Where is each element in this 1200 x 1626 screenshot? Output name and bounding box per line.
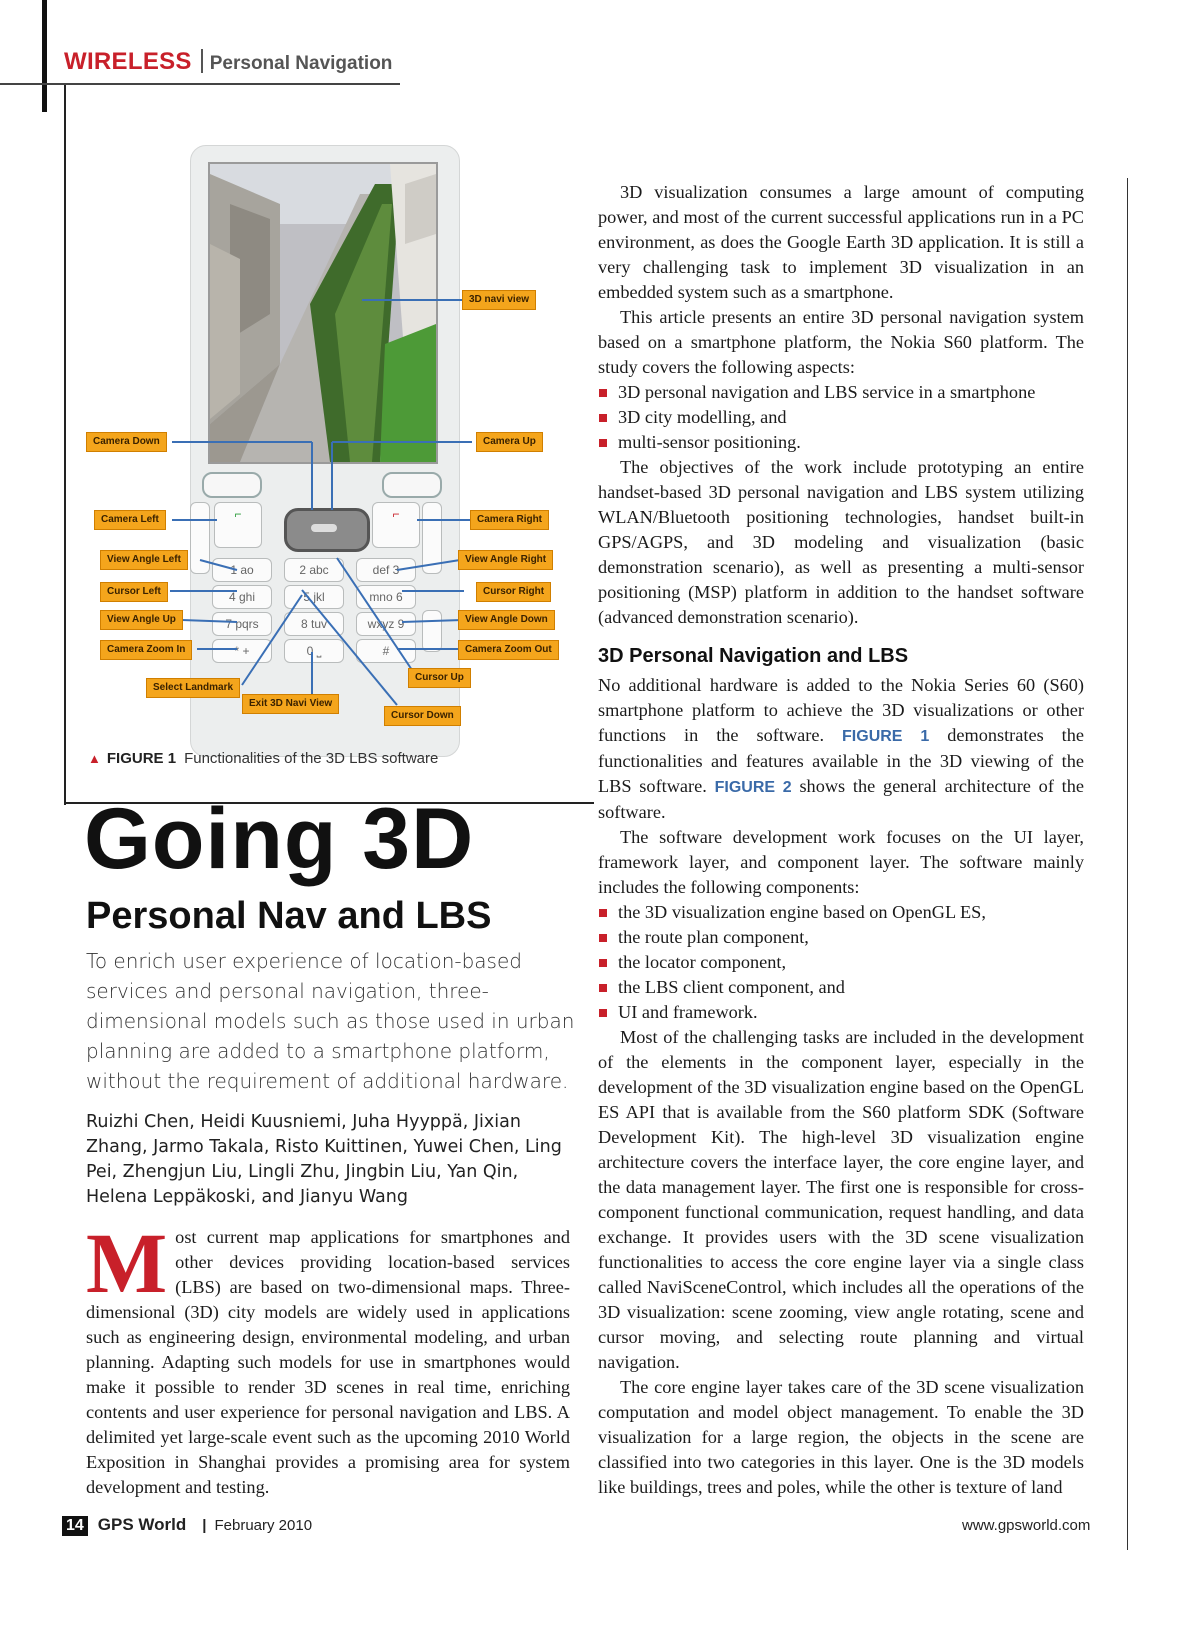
callout-select-landmark: Select Landmark bbox=[146, 678, 240, 698]
callout-view-angle-down: View Angle Down bbox=[458, 610, 555, 630]
key-2[interactable]: 2 abc bbox=[284, 558, 344, 582]
paragraph-3: The objectives of the work include prototyping an entire handset-based 3D personal navigation and LBS system utilizing WLAN/Bluetooth positioning technologies, handset built-in GPS/AGPS, and 3D modeling and visualization (basic demonstration scenario), as well as presenting a multi-sensor positioning (MSP) platform in addition to the handset software (advanced demonstration scenario). bbox=[598, 457, 1084, 627]
paragraph-6: Most of the challenging tasks are included in the development of the elements in the component layer, especially in the development of the 3D visualization engine based on the OpenGL ES API that is available from the S60 platform SDK (Software Development Kit). The high-level 3D visualization engine architecture covers the interface layer, the core engine layer, and the data management layer. The first one is responsible for cross-component functional communication, request handling, and data exchange. It provides users with the 3D scene visualization functionalities to access the core engine layer via a single class called NaviSceneControl, which includes all the operations of the 3D visualization: scene zooming, view angle rotating, scene and cursor moving, and selecting route planning and virtual navigation. bbox=[598, 1027, 1084, 1372]
footer-separator: | bbox=[202, 1517, 207, 1534]
subsection-label: Personal Navigation bbox=[209, 53, 393, 74]
article-authors: Ruizhi Chen, Heidi Kuusniemi, Juha Hyyppä, Jixian Zhang, Jarmo Takala, Risto Kuittinen, Yuwei Chen, Ling Pei, Zhengjun Liu, Lingli Zhu, Jingbin Liu, Yan Qin, Helena Leppäkoski, and Jianyu Wang bbox=[86, 1112, 562, 1207]
callout-arrows bbox=[72, 140, 592, 770]
key-4[interactable]: 4 ghi bbox=[212, 585, 272, 609]
paragraph-2: This article presents an entire 3D personal navigation system based on a smartphone platform, the Nokia S60 platform. The study covers the following aspects: bbox=[598, 307, 1084, 377]
page-number: 14 bbox=[62, 1516, 88, 1536]
magazine-name: GPS World bbox=[97, 1515, 187, 1534]
header-divider bbox=[201, 49, 203, 73]
callout-exit-navi-view: Exit 3D Navi View bbox=[242, 694, 339, 714]
header-rule bbox=[0, 83, 400, 85]
right-column bbox=[598, 180, 1084, 1500]
right-column-rule bbox=[1127, 178, 1128, 1550]
drop-cap: M bbox=[86, 1215, 168, 1311]
callout-cursor-up: Cursor Up bbox=[408, 668, 471, 688]
page-footer bbox=[62, 1515, 312, 1536]
section-label: WIRELESS bbox=[64, 48, 192, 75]
callout-cursor-down: Cursor Down bbox=[384, 706, 461, 726]
triangle-up-icon: ▲ bbox=[88, 751, 101, 766]
section-heading: 3D Personal Navigation and LBS bbox=[598, 645, 909, 667]
callout-cursor-right: Cursor Right bbox=[476, 582, 551, 602]
callout-3d-navi-view: 3D navi view bbox=[462, 290, 536, 310]
callout-view-angle-up: View Angle Up bbox=[100, 610, 183, 630]
figure-caption-text: Functionalities of the 3D LBS software bbox=[184, 750, 439, 767]
callout-camera-up: Camera Up bbox=[476, 432, 543, 452]
article-deck: To enrich user experience of location-based services and personal navigation, three-dimensional models such as those used in urban planning are added to a smartphone platform, without the requirement of additional hardware. bbox=[86, 949, 575, 1093]
figure-2-reference: FIGURE 2 bbox=[714, 779, 792, 796]
callout-view-angle-right: View Angle Right bbox=[458, 550, 553, 570]
left-edge-bar bbox=[42, 0, 47, 112]
list-item: the route plan component, bbox=[598, 925, 1084, 950]
callout-cursor-left: Cursor Left bbox=[100, 582, 168, 602]
components-list bbox=[598, 900, 1084, 1025]
key-6[interactable]: mno 6 bbox=[356, 585, 416, 609]
website-url: www.gpsworld.com bbox=[962, 1517, 1091, 1534]
paragraph-5: The software development work focuses on the UI layer, framework layer, and component layer. The software mainly includes the following components: bbox=[598, 827, 1084, 897]
paragraph-4-part-a: No additional hardware is added to the Nokia Series 60 (S60) smartphone platform to achieve the 3D visualizations or other functions in the software. bbox=[598, 675, 1084, 745]
callout-camera-left: Camera Left bbox=[94, 510, 166, 530]
paragraph-4 bbox=[598, 673, 1084, 825]
key-9[interactable]: wxyz 9 bbox=[356, 612, 416, 636]
paragraph-4-part-c: shows the general architecture of the software. bbox=[598, 776, 1085, 822]
intro-text: ost current map applications for smartphones and other devices providing location-based services (LBS) are based on two-dimensional maps. Three-dimensional (3D) city models are widely used in applications such as engineering design, environmental modeling, and urban planning. Adapting such models for use in smartphones would make it possible to render 3D scenes in real time, enriching contents and user experience for personal navigation and LBS. A delimited yet large-scale event such as the upcoming 2010 World Exposition in Shanghai provides a promising area for system development and testing. bbox=[86, 1227, 570, 1497]
paragraph-4-part-b: demonstrates the functionalities and features available in the 3D viewing of the LBS software. bbox=[598, 725, 1084, 796]
list-item: the locator component, bbox=[598, 950, 1084, 975]
key-hash[interactable]: # bbox=[356, 639, 416, 663]
list-item: 3D city modelling, and bbox=[598, 405, 1084, 430]
figure-caption bbox=[88, 750, 438, 767]
callout-view-angle-left: View Angle Left bbox=[100, 550, 188, 570]
key-1[interactable]: 1 ao bbox=[212, 558, 272, 582]
figure-label: FIGURE 1 bbox=[106, 750, 177, 767]
figure-1 bbox=[72, 140, 592, 770]
key-5[interactable]: 5 jkl bbox=[284, 585, 344, 609]
callout-camera-zoom-out: Camera Zoom Out bbox=[458, 640, 559, 660]
list-item: UI and framework. bbox=[598, 1000, 1084, 1025]
figure-column-rule bbox=[64, 85, 66, 805]
article-title: Going 3D bbox=[84, 791, 475, 887]
intro-paragraph bbox=[86, 1215, 570, 1500]
list-item: multi-sensor positioning. bbox=[598, 430, 1084, 455]
figure-1-reference: FIGURE 1 bbox=[842, 728, 930, 745]
callout-camera-down: Camera Down bbox=[86, 432, 167, 452]
key-star[interactable]: * + bbox=[212, 639, 272, 663]
issue-date: February 2010 bbox=[214, 1517, 313, 1534]
callout-camera-right: Camera Right bbox=[470, 510, 549, 530]
paragraph-1: 3D visualization consumes a large amount of computing power, and most of the current successful applications run in a PC environment, as does the Google Earth 3D application. It is still a very challenging task to implement 3D visualization in an embedded system such as a smartphone. bbox=[598, 182, 1084, 302]
callout-camera-zoom-in: Camera Zoom In bbox=[100, 640, 192, 660]
key-8[interactable]: 8 tuv bbox=[284, 612, 344, 636]
list-item: the LBS client component, and bbox=[598, 975, 1084, 1000]
list-item: 3D personal navigation and LBS service in a smartphone bbox=[598, 380, 1084, 405]
paragraph-7: The core engine layer takes care of the 3D scene visualization computation and model object management. To enable the 3D visualization for a large region, the objects in the scene are classified into two categories in this layer. One is the 3D models like buildings, trees and poles, while the other is texture of land bbox=[598, 1377, 1084, 1497]
key-3[interactable]: def 3 bbox=[356, 558, 416, 582]
section-header bbox=[64, 48, 392, 76]
aspects-list bbox=[598, 380, 1084, 455]
article-subtitle: Personal Nav and LBS bbox=[86, 895, 492, 937]
key-0[interactable]: 0 ⎵ bbox=[284, 639, 344, 663]
list-item: the 3D visualization engine based on OpenGL ES, bbox=[598, 900, 1084, 925]
call-key[interactable]: ⌐ bbox=[214, 502, 262, 548]
key-7[interactable]: 7 pqrs bbox=[212, 612, 272, 636]
end-key[interactable]: ⌐ bbox=[372, 502, 420, 548]
